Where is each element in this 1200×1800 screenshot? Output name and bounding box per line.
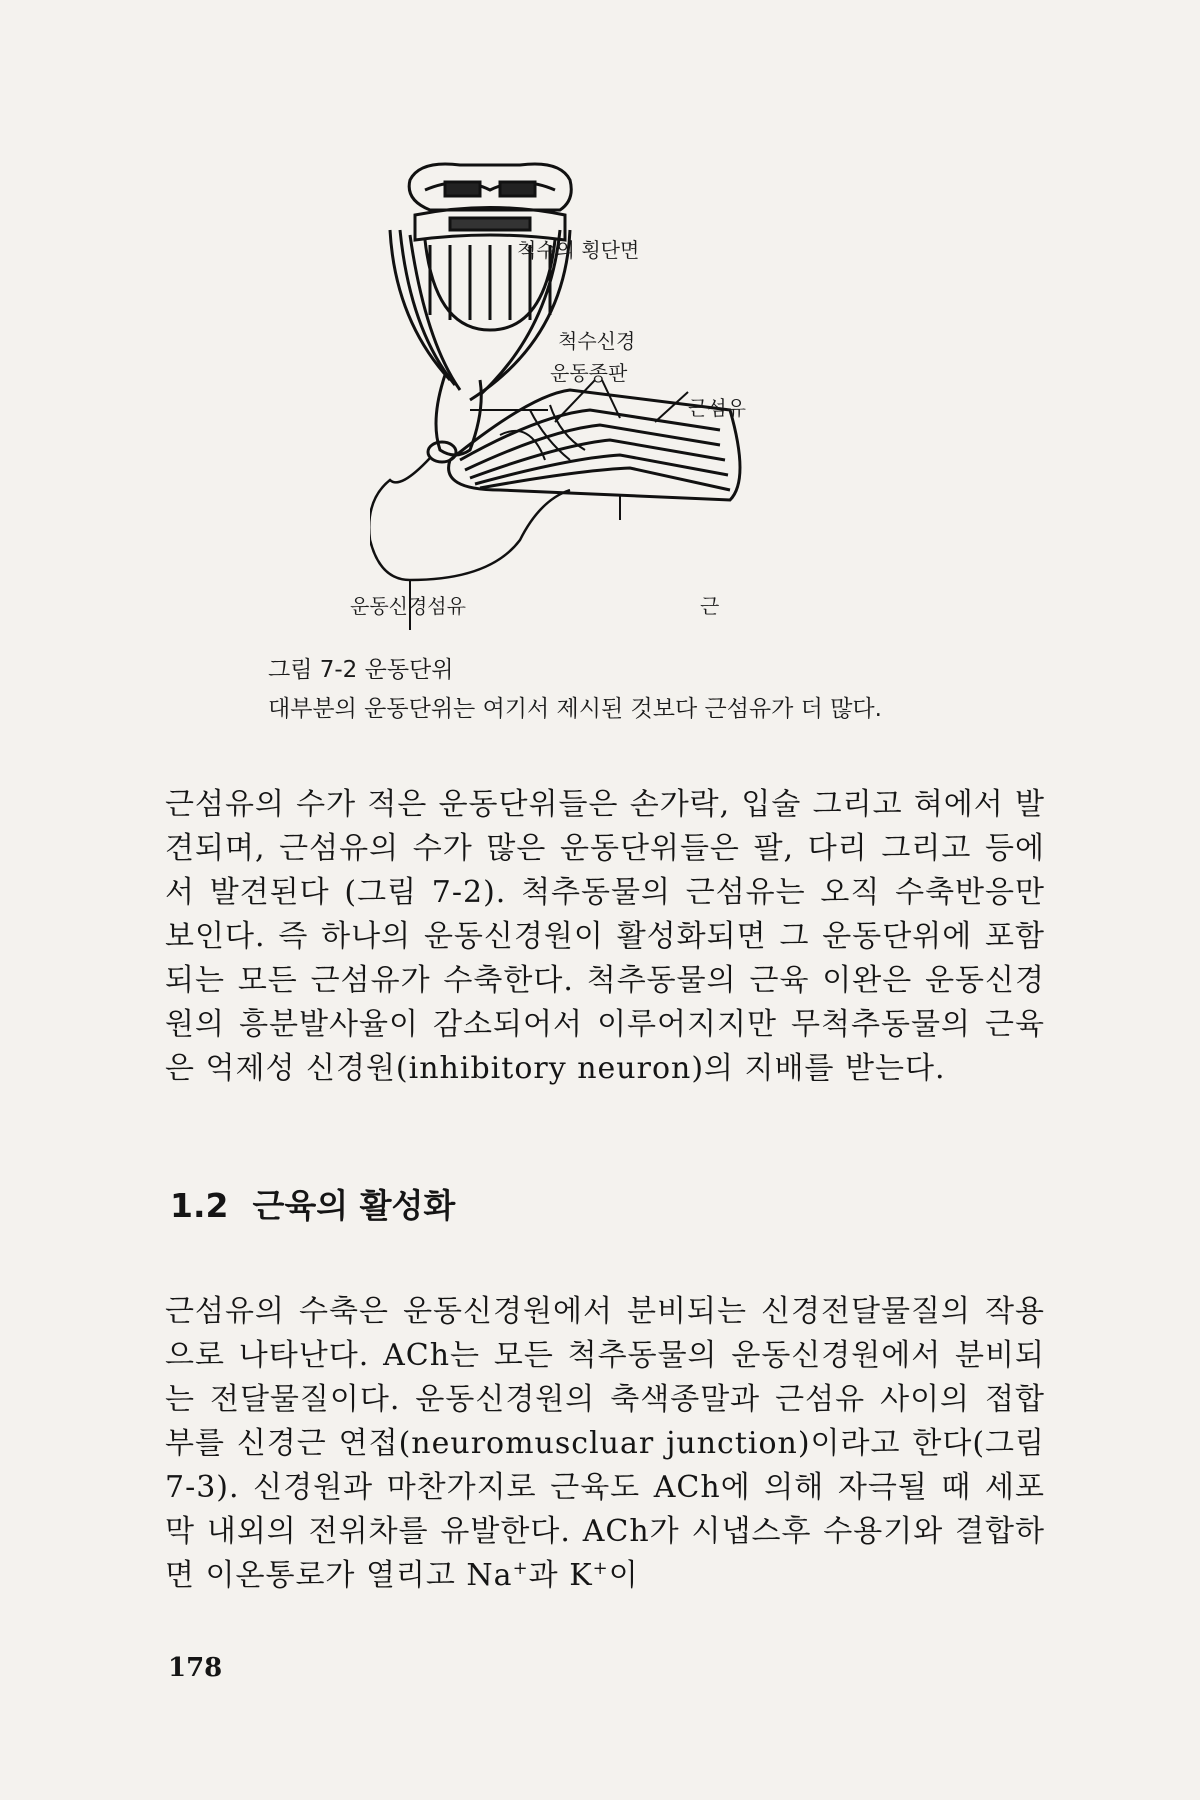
- motor-unit-illustration: [370, 160, 870, 640]
- label-muscle: 근: [700, 594, 720, 618]
- motor-unit-figure: [350, 160, 870, 640]
- paragraph-2-text-before: 근섬유의 수축은 운동신경원에서 분비되는 신경전달물질의 작용으로 나타난다. ACh는 모든 척추동물의 운동신경원에서 분비되는 전달물질이다. 운동신경원의 축색종말과 근섬유 사이의 접합부를 신경근 연접(neuromuscluar junction)이라고 한다(그림 7-3). 신경원과 마찬가지로 근육도 ACh에 의해 자극될 때 세포막 내외의 전위차를 유발한다. ACh가 시냅스후 수용기와 결합하면 이온통로가 열리고 Na: [165, 1294, 1045, 1593]
- section-heading: [170, 1180, 455, 1227]
- label-spinal-nerve: 척수신경: [558, 329, 636, 353]
- paragraph-2-text-middle: 과 K: [528, 1558, 593, 1593]
- figure-caption-text: 대부분의 운동단위는 여기서 제시된 것보다 근섬유가 더 많다.: [268, 696, 882, 722]
- figure-caption-title: 그림 7-2 운동단위: [268, 657, 454, 683]
- page-number: 178: [168, 1653, 223, 1683]
- paragraph-2-text-after: 이: [608, 1558, 639, 1593]
- body-paragraph-1: 근섬유의 수가 적은 운동단위들은 손가락, 입술 그리고 혀에서 발견되며, 근섬유의 수가 많은 운동단위들은 팔, 다리 그리고 등에서 발견된다 (그림 7-2). 척추동물의 근섬유는 오직 수축반응만 보인다. 즉 하나의 운동신경원이 활성화되면 그 운동단위에 포함되는 모든 근섬유가 수축한다. 척추동물의 근육 이완은 운동신경원의 흥분발사율이 감소되어서 이루어지지만 무척추동물의 근육은 억제성 신경원(inhibitory neuron)의 지배를 받는다.: [165, 787, 1045, 1086]
- label-motor-nerve-fiber: 운동신경섬유: [350, 594, 466, 618]
- label-motor-end-plate: 운동종판: [550, 361, 628, 385]
- sodium-charge: +: [512, 1558, 529, 1579]
- potassium-charge: +: [592, 1558, 609, 1579]
- label-muscle-fiber: 근섬유: [688, 396, 746, 420]
- label-spinal-cross-section: 척수의 횡단면: [517, 238, 640, 262]
- section-number: 1.2: [170, 1186, 229, 1225]
- section-title: 근육의 활성화: [252, 1186, 456, 1225]
- body-paragraph-2: [165, 1290, 1045, 1598]
